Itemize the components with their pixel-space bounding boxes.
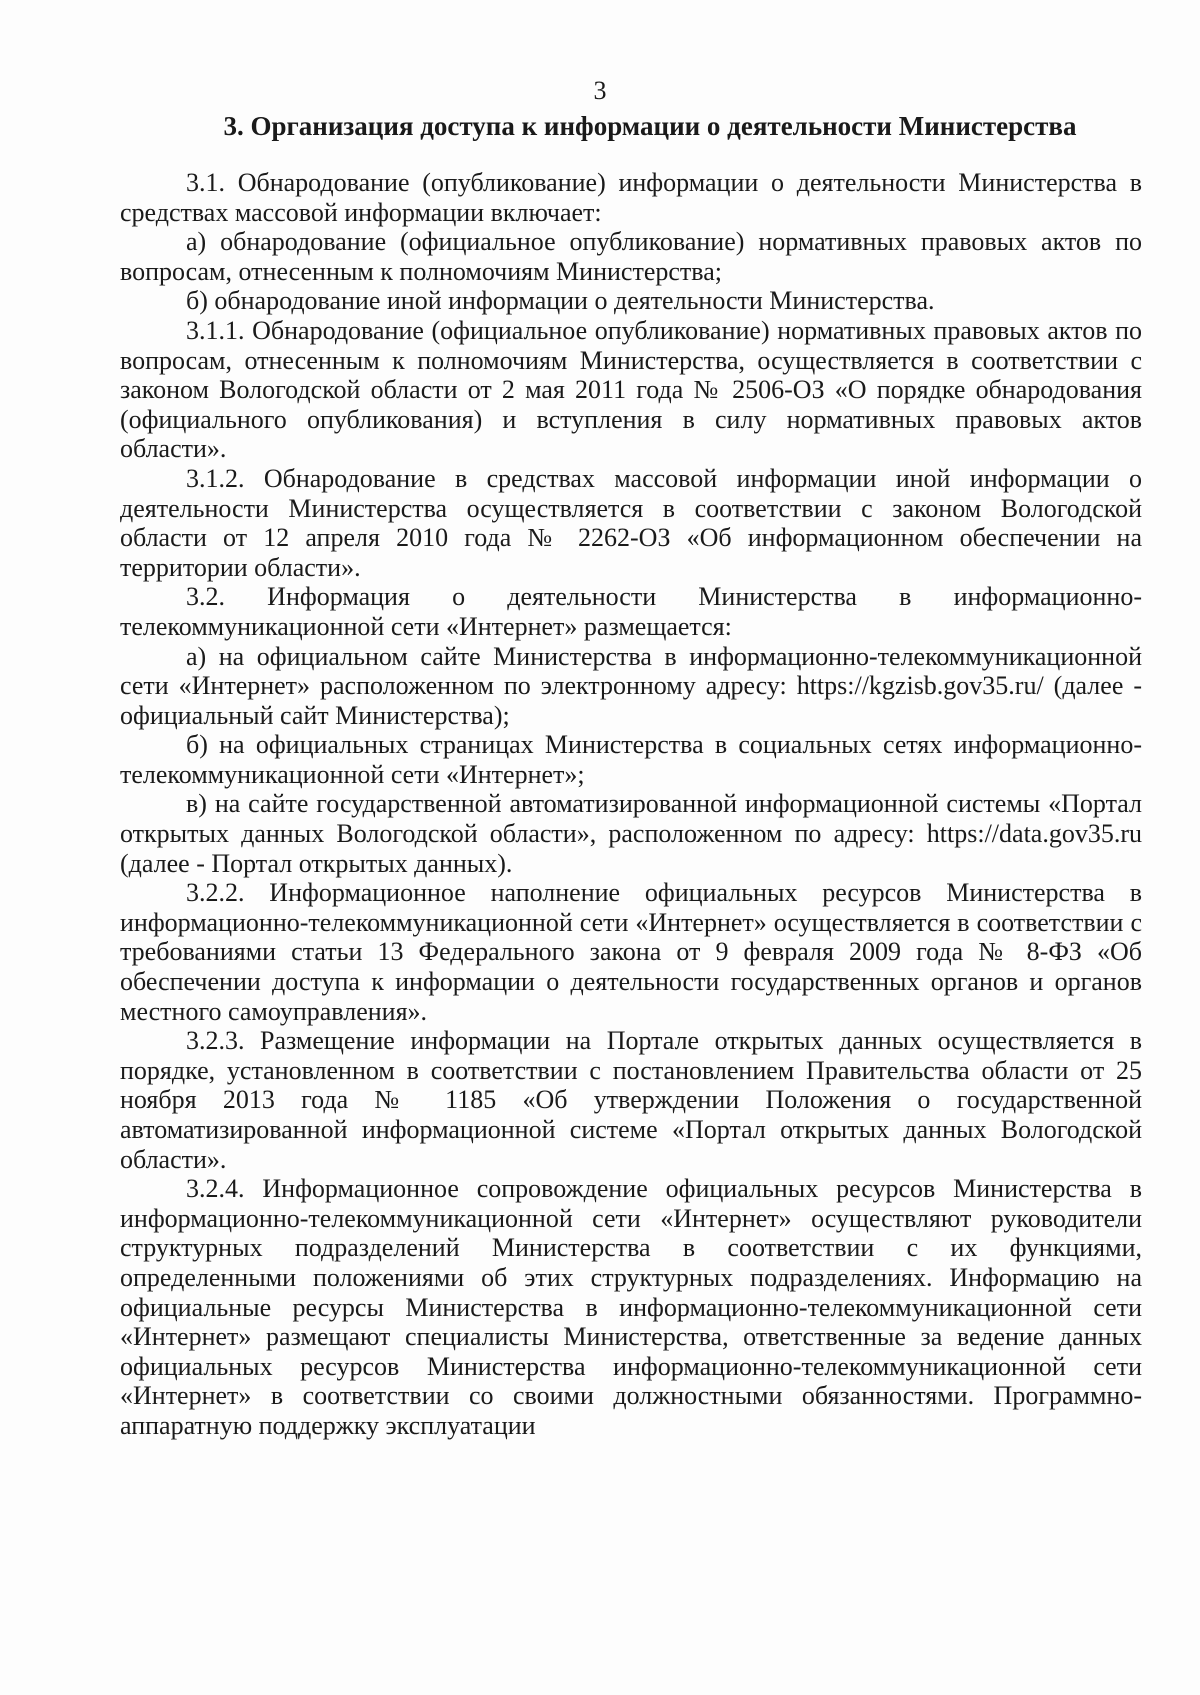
paragraph-3-1-b: б) обнародование иной информации о деятельности Министерства. (186, 286, 935, 316)
paragraph-3-2-3: 3.2.3. Размещение информации на Портале открытых данных осуществляется в порядке, установленном в соответствии с постановлением Правительства области от 25 ноября 2013 года № 1185 «Об утверждении Положения о государственной автоматизированной информационной системе «Портал открытых данных Вологодской области». (120, 1026, 1142, 1174)
document-body (120, 168, 1142, 1441)
paragraph-3-1: 3.1. Обнародование (опубликование) информации о деятельности Министерства в средствах массовой информации включает: (120, 168, 1142, 227)
paragraph-3-1-1: 3.1.1. Обнародование (официальное опубликование) нормативных правовых актов по вопросам, отнесенным к полномочиям Министерства, осуществляется в соответствии с законом Вологодской области от 2 мая 2011 года № 2506-ОЗ «О порядке обнародования (официального опубликования) и вступления в силу нормативных правовых актов области». (120, 315, 1142, 464)
page-number: 3 (593, 76, 607, 105)
paragraph-3-2-2: 3.2.2. Информационное наполнение официальных ресурсов Министерства в информационно-телекоммуникационной сети «Интернет» осуществляется в соответствии с требованиями статьи 13 Федерального закона от 9 февраля 2009 года № 8-ФЗ «Об обеспечении доступа к информации о деятельности государственных органов и органов местного самоуправления». (120, 878, 1142, 1026)
paragraph-3-2-4: 3.2.4. Информационное сопровождение официальных ресурсов Министерства в информационно-телекоммуникационной сети «Интернет» осуществляют руководители структурных подразделений Министерства в соответствии с их функциями, определенными положениями об этих структурных подразделениях. Информацию на официальные ресурсы Министерства в информационно-телекоммуникационной сети «Интернет» размещают специалисты Министерства, ответственные за ведение данных официальных ресурсов Министерства информационно-телекоммуникационной сети «Интернет» в соответствии со своими должностными обязанностями. Программно-аппаратную поддержку эксплуатации (120, 1174, 1142, 1440)
paragraph-3-2: 3.2. Информация о деятельности Министерства в информационно-телекоммуникационной сети «Интернет» размещается: (120, 582, 1142, 641)
paragraph-3-2-a: а) на официальном сайте Министерства в информационно-телекоммуникационной сети «Интернет» расположенном по электронному адресу: https://kgzisb.gov35.ru/ (далее - официальный сайт Министерства); (120, 641, 1142, 730)
paragraph-3-2-v: в) на сайте государственной автоматизированной информационной системы «Портал открытых данных Вологодской области», расположенном по адресу: https://data.gov35.ru (далее - Портал открытых данных). (120, 789, 1142, 878)
paragraph-3-2-b: б) на официальных страницах Министерства в социальных сетях информационно-телекоммуникационной сети «Интернет»; (120, 730, 1142, 789)
section-title: 3. Организация доступа к информации о деятельности Министерства (223, 111, 1077, 141)
paragraph-3-1-2: 3.1.2. Обнародование в средствах массовой информации иной информации о деятельности Министерства осуществляется в соответствии с законом Вологодской области от 12 апреля 2010 года № 2262-ОЗ «Об информационном обеспечении на территории области». (120, 463, 1142, 582)
paragraph-3-1-a: а) обнародование (официальное опубликование) нормативных правовых актов по вопросам, отнесенным к полномочиям Министерства; (120, 227, 1142, 286)
